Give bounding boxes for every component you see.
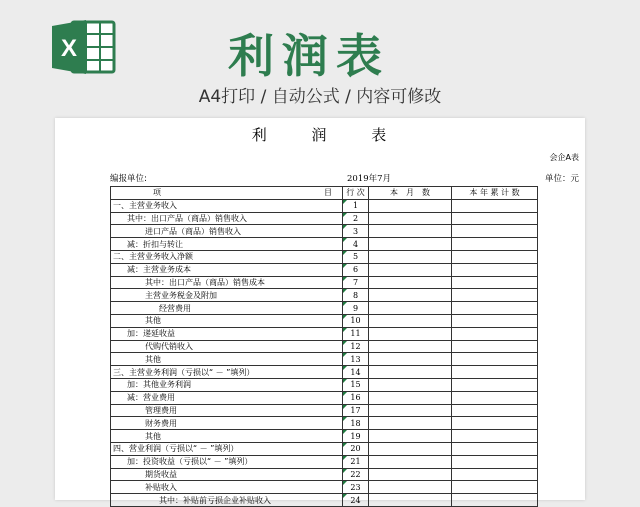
table-row <box>111 366 538 379</box>
row-item-label[interactable]: 加：其他业务利润 <box>111 378 343 391</box>
row-year-to-date-cell[interactable] <box>452 455 538 468</box>
row-item-label[interactable]: 其中：出口产品（商品）销售收入 <box>111 212 343 225</box>
row-line-number[interactable]: 15 <box>343 378 369 391</box>
row-line-number[interactable]: 24 <box>343 494 369 507</box>
row-item-label[interactable]: 进口产品（商品）销售收入 <box>111 225 343 238</box>
row-current-month-cell[interactable] <box>369 494 452 507</box>
table-header-row <box>111 187 538 200</box>
row-current-month-cell[interactable] <box>369 199 452 212</box>
row-current-month-cell[interactable] <box>369 430 452 443</box>
row-current-month-cell[interactable] <box>369 238 452 251</box>
row-line-number[interactable]: 9 <box>343 302 369 315</box>
table-row <box>111 442 538 455</box>
row-item-label[interactable]: 加：投资收益（亏损以“ － ”填列） <box>111 455 343 468</box>
row-year-to-date-cell[interactable] <box>452 391 538 404</box>
title-char: 表 <box>371 126 389 144</box>
row-year-to-date-cell[interactable] <box>452 404 538 417</box>
row-year-to-date-cell[interactable] <box>452 212 538 225</box>
row-current-month-cell[interactable] <box>369 212 452 225</box>
header-item: 项 目 <box>111 187 343 200</box>
row-line-number[interactable]: 10 <box>343 314 369 327</box>
row-item-label[interactable]: 减：主营业务成本 <box>111 263 343 276</box>
row-year-to-date-cell[interactable] <box>452 353 538 366</box>
row-current-month-cell[interactable] <box>369 417 452 430</box>
row-item-label[interactable]: 补贴收入 <box>111 481 343 494</box>
reporting-unit-label: 编报单位: <box>110 174 147 184</box>
row-item-label[interactable]: 管理费用 <box>111 404 343 417</box>
row-line-number[interactable]: 3 <box>343 225 369 238</box>
table-row <box>111 314 538 327</box>
row-item-label[interactable]: 主营业务税金及附加 <box>111 289 343 302</box>
row-line-number[interactable]: 21 <box>343 455 369 468</box>
row-current-month-cell[interactable] <box>369 276 452 289</box>
row-current-month-cell[interactable] <box>369 340 452 353</box>
row-current-month-cell[interactable] <box>369 353 452 366</box>
row-item-label[interactable]: 其他 <box>111 430 343 443</box>
report-period: 2019年7月 <box>347 174 392 184</box>
title-char: 利 <box>251 126 269 144</box>
row-line-number[interactable]: 16 <box>343 391 369 404</box>
row-current-month-cell[interactable] <box>369 289 452 302</box>
table-row <box>111 225 538 238</box>
table-row <box>111 212 538 225</box>
row-item-label[interactable]: 二、主营业务收入净额 <box>111 250 343 263</box>
table-row <box>111 238 538 251</box>
row-item-label[interactable]: 减：折扣与转让 <box>111 238 343 251</box>
row-year-to-date-cell[interactable] <box>452 417 538 430</box>
table-row <box>111 289 538 302</box>
row-line-number[interactable]: 7 <box>343 276 369 289</box>
row-item-label[interactable]: 经营费用 <box>111 302 343 315</box>
row-line-number[interactable]: 2 <box>343 212 369 225</box>
row-current-month-cell[interactable] <box>369 468 452 481</box>
row-year-to-date-cell[interactable] <box>452 366 538 379</box>
row-year-to-date-cell[interactable] <box>452 276 538 289</box>
row-item-label[interactable]: 四、营业利润（亏损以“ － ”填列） <box>111 442 343 455</box>
row-line-number[interactable]: 23 <box>343 481 369 494</box>
row-year-to-date-cell[interactable] <box>452 289 538 302</box>
row-item-label[interactable]: 加：递延收益 <box>111 327 343 340</box>
row-year-to-date-cell[interactable] <box>452 340 538 353</box>
row-line-number[interactable]: 13 <box>343 353 369 366</box>
row-item-label[interactable]: 财务费用 <box>111 417 343 430</box>
row-year-to-date-cell[interactable] <box>452 327 538 340</box>
row-year-to-date-cell[interactable] <box>452 250 538 263</box>
table-row <box>111 199 538 212</box>
row-line-number[interactable]: 8 <box>343 289 369 302</box>
header-line-no: 行 次 <box>343 187 369 200</box>
row-current-month-cell[interactable] <box>369 391 452 404</box>
form-id: 会企A表 <box>549 153 579 162</box>
row-line-number[interactable]: 5 <box>343 250 369 263</box>
table-row <box>111 302 538 315</box>
row-line-number[interactable]: 11 <box>343 327 369 340</box>
currency-unit: 单位：元 <box>544 174 579 184</box>
row-year-to-date-cell[interactable] <box>452 238 538 251</box>
row-current-month-cell[interactable] <box>369 327 452 340</box>
row-line-number[interactable]: 17 <box>343 404 369 417</box>
table-row <box>111 340 538 353</box>
income-statement-table <box>110 186 538 507</box>
header-year-to-date: 本 年 累 计 数 <box>452 187 538 200</box>
row-item-label[interactable]: 其他 <box>111 353 343 366</box>
excel-icon <box>52 18 116 76</box>
row-year-to-date-cell[interactable] <box>452 225 538 238</box>
row-year-to-date-cell[interactable] <box>452 468 538 481</box>
row-current-month-cell[interactable] <box>369 302 452 315</box>
page-subtitle: A4打印 / 自动公式 / 内容可修改 <box>198 87 442 107</box>
table-row <box>111 327 538 340</box>
table-row <box>111 455 538 468</box>
row-item-label[interactable]: 一、主营业务收入 <box>111 199 343 212</box>
table-row <box>111 494 538 507</box>
svg-text:X: X <box>60 35 78 62</box>
table-row <box>111 468 538 481</box>
document-title <box>55 124 585 145</box>
row-line-number[interactable]: 20 <box>343 442 369 455</box>
row-current-month-cell[interactable] <box>369 263 452 276</box>
table-row <box>111 276 538 289</box>
banner-header <box>0 0 640 118</box>
row-line-number[interactable]: 12 <box>343 340 369 353</box>
row-current-month-cell[interactable] <box>369 455 452 468</box>
row-item-label[interactable]: 其中：补贴前亏损企业补贴收入 <box>111 494 343 507</box>
header-current-month: 本 月 数 <box>369 187 452 200</box>
title-char: 润 <box>311 126 329 144</box>
row-line-number[interactable]: 18 <box>343 417 369 430</box>
row-line-number[interactable]: 4 <box>343 238 369 251</box>
row-year-to-date-cell[interactable] <box>452 378 538 391</box>
row-year-to-date-cell[interactable] <box>452 263 538 276</box>
row-item-label[interactable]: 其中：出口产品（商品）销售成本 <box>111 276 343 289</box>
table-row <box>111 391 538 404</box>
row-item-label[interactable]: 代购代销收入 <box>111 340 343 353</box>
row-item-label[interactable]: 其他 <box>111 314 343 327</box>
row-line-number[interactable]: 19 <box>343 430 369 443</box>
row-line-number[interactable]: 22 <box>343 468 369 481</box>
row-current-month-cell[interactable] <box>369 481 452 494</box>
row-year-to-date-cell[interactable] <box>452 442 538 455</box>
table-row <box>111 378 538 391</box>
row-year-to-date-cell[interactable] <box>452 199 538 212</box>
table-row <box>111 417 538 430</box>
table-row <box>111 430 538 443</box>
row-year-to-date-cell[interactable] <box>452 430 538 443</box>
table-row <box>111 404 538 417</box>
row-current-month-cell[interactable] <box>369 366 452 379</box>
row-current-month-cell[interactable] <box>369 442 452 455</box>
row-line-number[interactable]: 1 <box>343 199 369 212</box>
document-sheet <box>55 118 585 505</box>
table-row <box>111 481 538 494</box>
row-year-to-date-cell[interactable] <box>452 314 538 327</box>
row-current-month-cell[interactable] <box>369 404 452 417</box>
row-current-month-cell[interactable] <box>369 314 452 327</box>
row-item-label[interactable]: 减：营业费用 <box>111 391 343 404</box>
row-item-label[interactable]: 三、主营业务利润（亏损以“ － ”填列） <box>111 366 343 379</box>
page-title: 利润表 <box>228 29 390 83</box>
row-current-month-cell[interactable] <box>369 250 452 263</box>
row-year-to-date-cell[interactable] <box>452 481 538 494</box>
table-row <box>111 353 538 366</box>
row-current-month-cell[interactable] <box>369 225 452 238</box>
table-row <box>111 250 538 263</box>
row-current-month-cell[interactable] <box>369 378 452 391</box>
row-item-label[interactable]: 期货收益 <box>111 468 343 481</box>
row-year-to-date-cell[interactable] <box>452 302 538 315</box>
row-line-number[interactable]: 6 <box>343 263 369 276</box>
row-line-number[interactable]: 14 <box>343 366 369 379</box>
table-row <box>111 263 538 276</box>
row-year-to-date-cell[interactable] <box>452 494 538 507</box>
